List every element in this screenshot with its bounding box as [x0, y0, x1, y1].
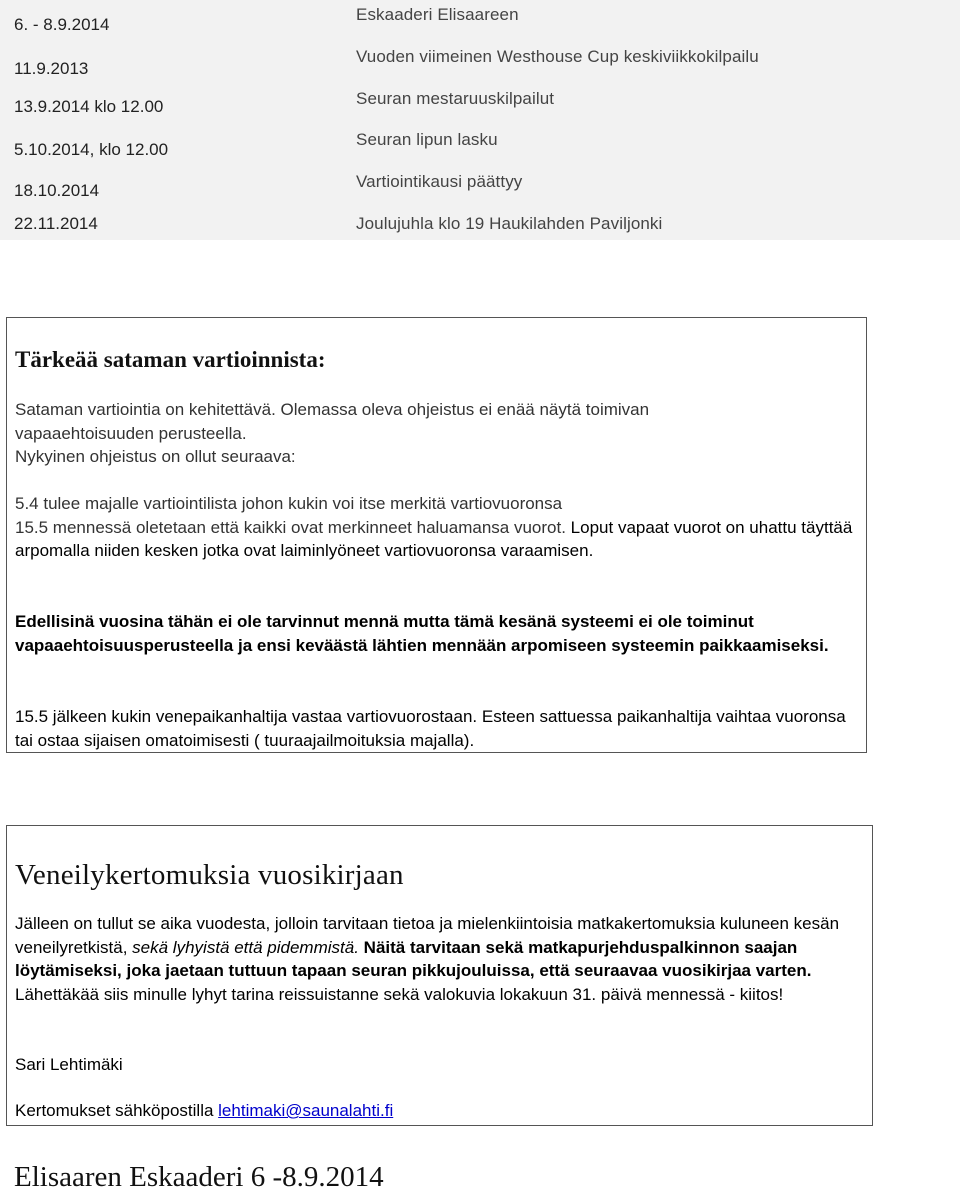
harbor-intro-line: Sataman vartiointia on kehitettävä. Olemassa oleva ohjeistus ei enää näytä toimivan — [15, 400, 650, 419]
event-date: 5.10.2014, klo 12.00 — [14, 140, 169, 159]
yearbook-notice — [6, 825, 873, 1126]
harbor-watch-notice — [6, 317, 867, 753]
event-description: Seuran lipun lasku — [356, 130, 498, 149]
harbor-bold-paragraph: Edellisinä vuosina tähän ei ole tarvinnut mennä mutta tämä kesänä systeemi ei ole toiminut vapaaehtoisuusperusteella ja ensi keväästä lähtien mennään arpomiseen systeemin paikkaamiseksi. — [15, 612, 829, 655]
yearbook-text-italic: sekä lyhyistä että pidemmistä. — [132, 937, 359, 957]
procedure-step-continuation: Loput vapaat vuorot on uhattu täyttää arpomalla niiden kesken jotka ovat laiminlyöneet vartiovuoronsa varaamisen. — [15, 517, 853, 560]
event-description: Joulujuhla klo 19 Haukilahden Paviljonki — [356, 214, 663, 233]
event-description: Seuran mestaruuskilpailut — [356, 89, 555, 108]
harbor-final-paragraph: 15.5 jälkeen kukin venepaikanhaltija vastaa vartiovuorostaan. Esteen sattuessa paikanhaltija vaihtaa vuoronsa tai ostaa sijaisen omatoimisesti ( tuuraajailmoituksia majalla). — [15, 707, 846, 750]
event-description: Vartiointikausi päättyy — [356, 172, 523, 191]
event-date: 18.10.2014 — [14, 181, 100, 200]
event-description: Vuoden viimeinen Westhouse Cup keskiviikkokilpailu — [356, 47, 759, 66]
yearbook-text: Lähettäkää siis minulle lyhyt tarina reissuistanne sekä valokuvia lokakuun 31. päivä mennessä - kiitos! — [15, 984, 784, 1004]
email-line — [15, 1099, 862, 1123]
email-link[interactable]: lehtimaki@saunalahti.fi — [218, 1101, 394, 1120]
event-date: 6. - 8.9.2014 — [14, 15, 110, 34]
event-description: Eskaaderi Elisaareen — [356, 5, 519, 24]
yearbook-text: Jälleen on tullut se aika vuodesta, jolloin tarvitaan tietoa ja mielenkiintoisia matkakertomuksia kuluneen kesän veneilyretkistä, — [15, 914, 840, 957]
email-label: Kertomukset sähköpostilla — [15, 1101, 219, 1120]
yearbook-paragraph — [15, 912, 862, 1006]
event-date: 11.9.2013 — [14, 59, 89, 78]
harbor-procedure — [15, 492, 856, 563]
schedule-background — [0, 0, 960, 240]
harbor-intro-line: vapaaehtoisuuden perusteella. — [15, 423, 247, 443]
harbor-intro — [15, 398, 856, 469]
event-date: 22.11.2014 — [14, 214, 98, 233]
yearbook-title: Veneilykertomuksia vuosikirjaan — [15, 859, 404, 891]
harbor-intro-line: Nykyinen ohjeistus on ollut seuraava: — [15, 447, 296, 466]
harbor-watch-title: Tärkeää sataman vartioinnista: — [15, 347, 326, 372]
procedure-step: 5.4 tulee majalle vartiointilista johon kukin voi itse merkitä vartiovuoronsa — [15, 494, 563, 513]
signature: Sari Lehtimäki — [15, 1055, 123, 1074]
section-title: Elisaaren Eskaaderi 6 -8.9.2014 — [14, 1161, 384, 1193]
event-date: 13.9.2014 klo 12.00 — [14, 97, 164, 116]
yearbook-text-bold: Näitä tarvitaan sekä matkapurjehduspalkinnon saajan löytämiseksi, joka jaetaan tuttuun tapaan seuran pikkujouluissa, että seuraavaa vuosikirjaa varten. — [15, 937, 812, 980]
event-schedule — [0, 0, 960, 240]
procedure-step: 15.5 mennessä oletetaan että kaikki ovat merkinneet haluamansa vuorot. — [15, 517, 566, 537]
